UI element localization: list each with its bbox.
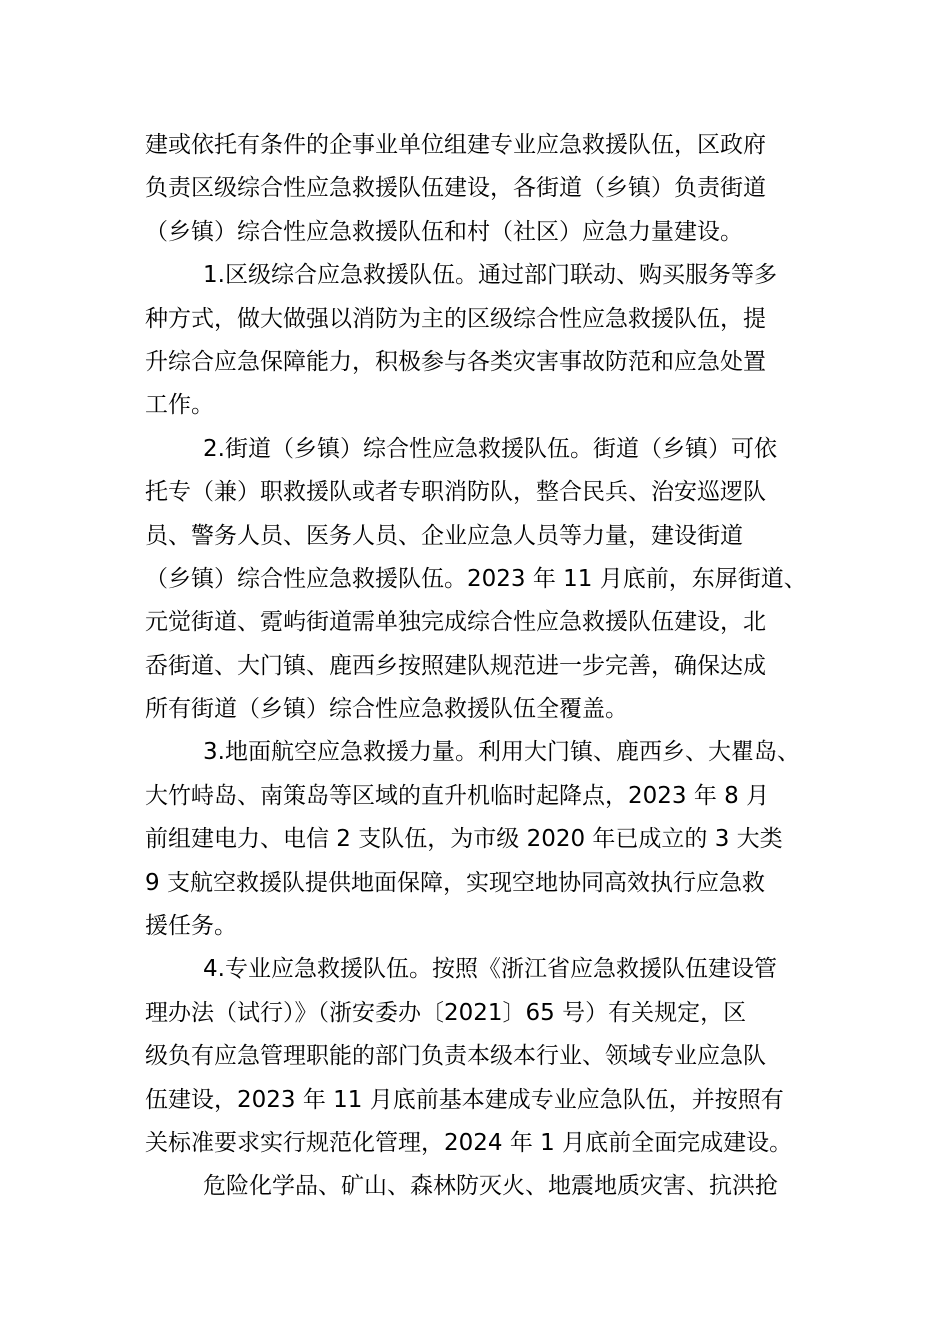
text-line: 升综合应急保障能力，积极参与各类灾害事故防范和应急处置 xyxy=(145,348,766,375)
text-line: 托专（兼）职救援队或者专职消防队，整合民兵、治安巡逻队 xyxy=(145,479,766,506)
text-line: （乡镇）综合性应急救援队伍和村（社区）应急力量建设。 xyxy=(145,218,743,245)
text-line: 建或依托有条件的企事业单位组建专业应急救援队伍，区政府 xyxy=(145,132,766,158)
text-line: 元觉街道、霓屿街道需单独完成综合性应急救援队伍建设，北 xyxy=(145,609,766,636)
text-line: 援任务。 xyxy=(145,913,237,940)
text-line-indented: 危险化学品、矿山、森林防灭火、地震地质灾害、抗洪抢 xyxy=(203,1173,778,1200)
text-line-indented: 4.专业应急救援队伍。按照《浙江省应急救援队伍建设管 xyxy=(203,956,777,983)
text-line: 级负有应急管理职能的部门负责本级本行业、领域专业应急队 xyxy=(145,1043,766,1070)
text-line: 岙街道、大门镇、鹿西乡按照建队规范进一步完善，确保达成 xyxy=(145,652,766,679)
text-line: 员、警务人员、医务人员、企业应急人员等力量，建设街道 xyxy=(145,522,743,549)
text-line: 种方式，做大做强以消防为主的区级综合性应急救援队伍，提 xyxy=(145,305,766,332)
text-line-indented: 2.街道（乡镇）综合性应急救援队伍。街道（乡镇）可依 xyxy=(203,435,777,462)
text-line: 工作。 xyxy=(145,392,214,419)
text-line: （乡镇）综合性应急救援队伍。2023 年 11 月底前，东屏街道、 xyxy=(145,565,807,592)
text-line-indented: 1.区级综合应急救援队伍。通过部门联动、购买服务等多 xyxy=(203,262,777,289)
text-line-indented: 3.地面航空应急救援力量。利用大门镇、鹿西乡、大瞿岛、 xyxy=(203,739,800,766)
text-line: 伍建设，2023 年 11 月底前基本建成专业应急队伍，并按照有 xyxy=(145,1086,784,1113)
text-line: 大竹峙岛、南策岛等区域的直升机临时起降点，2023 年 8 月 xyxy=(145,782,770,809)
text-line: 负责区级综合性应急救援队伍建设，各街道（乡镇）负责街道 xyxy=(145,175,766,202)
document-body xyxy=(145,124,815,1209)
text-line: 理办法（试行）》（浙安委办〔2021〕65 号）有关规定，区 xyxy=(145,999,747,1026)
text-line: 关标准要求实行规范化管理，2024 年 1 月底前全面完成建设。 xyxy=(145,1129,793,1156)
text-line: 所有街道（乡镇）综合性应急救援队伍全覆盖。 xyxy=(145,696,628,723)
text-line: 9 支航空救援队提供地面保障，实现空地协同高效执行应急救 xyxy=(145,869,765,896)
text-line: 前组建电力、电信 2 支队伍，为市级 2020 年已成立的 3 大类 xyxy=(145,826,783,853)
